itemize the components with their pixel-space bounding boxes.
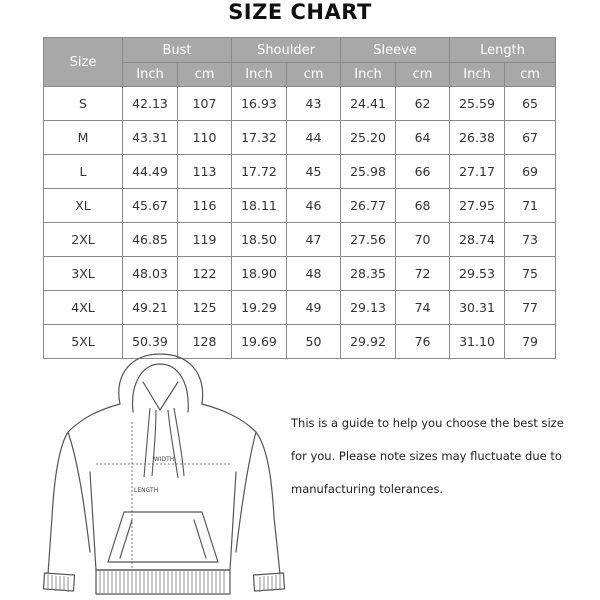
- value-cell: 25.20: [341, 121, 396, 155]
- value-cell: 29.53: [450, 257, 505, 291]
- value-cell: 48: [287, 257, 341, 291]
- value-cell: 29.92: [341, 325, 396, 359]
- value-cell: 47: [287, 223, 341, 257]
- size-cell: 5XL: [44, 325, 123, 359]
- value-cell: 69: [505, 155, 556, 189]
- hood-outline: [119, 354, 203, 404]
- value-cell: 107: [178, 87, 232, 121]
- value-cell: 31.10: [450, 325, 505, 359]
- unit-header: Inch: [123, 63, 178, 87]
- value-cell: 17.72: [232, 155, 287, 189]
- value-cell: 49.21: [123, 291, 178, 325]
- table-row: [44, 121, 556, 155]
- value-cell: 46.85: [123, 223, 178, 257]
- value-cell: 128: [178, 325, 232, 359]
- value-cell: 76: [396, 325, 450, 359]
- size-cell: M: [44, 121, 123, 155]
- value-cell: 66: [396, 155, 450, 189]
- unit-header: cm: [396, 63, 450, 87]
- value-cell: 43.31: [123, 121, 178, 155]
- value-cell: 25.98: [341, 155, 396, 189]
- table-row: [44, 257, 556, 291]
- value-cell: 50: [287, 325, 341, 359]
- width-label: WIDTH: [153, 456, 175, 463]
- table-row: [44, 291, 556, 325]
- table-row: [44, 155, 556, 189]
- unit-header: cm: [178, 63, 232, 87]
- size-cell: XL: [44, 189, 123, 223]
- value-cell: 16.93: [232, 87, 287, 121]
- value-cell: 48.03: [123, 257, 178, 291]
- value-cell: 43: [287, 87, 341, 121]
- value-cell: 26.38: [450, 121, 505, 155]
- hood-opening: [133, 364, 189, 412]
- group-header-sleeve: Sleeve: [341, 38, 450, 63]
- guide-line-2: for you. Please note sizes may fluctuate due to: [291, 449, 562, 463]
- size-cell: L: [44, 155, 123, 189]
- value-cell: 17.32: [232, 121, 287, 155]
- value-cell: 65: [505, 87, 556, 121]
- size-chart-body: [44, 87, 556, 359]
- guide-line-3: manufacturing tolerances.: [291, 482, 444, 496]
- unit-header: cm: [505, 63, 556, 87]
- value-cell: 44: [287, 121, 341, 155]
- unit-header: Inch: [450, 63, 505, 87]
- group-header-bust: Bust: [123, 38, 232, 63]
- value-cell: 75: [505, 257, 556, 291]
- value-cell: 42.13: [123, 87, 178, 121]
- kangaroo-pocket: [108, 512, 218, 562]
- value-cell: 70: [396, 223, 450, 257]
- table-row: [44, 87, 556, 121]
- value-cell: 28.74: [450, 223, 505, 257]
- value-cell: 77: [505, 291, 556, 325]
- value-cell: 71: [505, 189, 556, 223]
- size-cell: 2XL: [44, 223, 123, 257]
- value-cell: 119: [178, 223, 232, 257]
- value-cell: 27.56: [341, 223, 396, 257]
- waistband-ribs: [100, 571, 224, 593]
- group-header-length: Length: [450, 38, 556, 63]
- size-cell: 4XL: [44, 291, 123, 325]
- value-cell: 24.41: [341, 87, 396, 121]
- value-cell: 30.31: [450, 291, 505, 325]
- table-row: [44, 223, 556, 257]
- value-cell: 68: [396, 189, 450, 223]
- value-cell: 25.59: [450, 87, 505, 121]
- guide-line-1: This is a guide to help you choose the best size: [291, 416, 564, 430]
- value-cell: 45.67: [123, 189, 178, 223]
- value-cell: 64: [396, 121, 450, 155]
- size-header: Size: [44, 38, 123, 87]
- value-cell: 46: [287, 189, 341, 223]
- hoodie-diagram: [38, 352, 298, 598]
- value-cell: 79: [505, 325, 556, 359]
- unit-header: cm: [287, 63, 341, 87]
- value-cell: 28.35: [341, 257, 396, 291]
- value-cell: 26.77: [341, 189, 396, 223]
- value-cell: 74: [396, 291, 450, 325]
- size-chart-table: [43, 37, 556, 359]
- value-cell: 29.13: [341, 291, 396, 325]
- value-cell: 19.69: [232, 325, 287, 359]
- value-cell: 18.11: [232, 189, 287, 223]
- value-cell: 113: [178, 155, 232, 189]
- value-cell: 116: [178, 189, 232, 223]
- drawstring-right-2: [174, 408, 184, 476]
- page-title: SIZE CHART: [228, 0, 372, 24]
- value-cell: 122: [178, 257, 232, 291]
- unit-header: Inch: [341, 63, 396, 87]
- value-cell: 62: [396, 87, 450, 121]
- length-label: LENGTH: [134, 487, 159, 494]
- header-group-row: [44, 38, 556, 63]
- value-cell: 50.39: [123, 325, 178, 359]
- value-cell: 110: [178, 121, 232, 155]
- size-cell: S: [44, 87, 123, 121]
- value-cell: 72: [396, 257, 450, 291]
- value-cell: 18.90: [232, 257, 287, 291]
- value-cell: 44.49: [123, 155, 178, 189]
- value-cell: 73: [505, 223, 556, 257]
- group-header-shoulder: Shoulder: [232, 38, 341, 63]
- value-cell: 49: [287, 291, 341, 325]
- value-cell: 19.29: [232, 291, 287, 325]
- table-row: [44, 189, 556, 223]
- value-cell: 27.95: [450, 189, 505, 223]
- value-cell: 18.50: [232, 223, 287, 257]
- value-cell: 27.17: [450, 155, 505, 189]
- value-cell: 125: [178, 291, 232, 325]
- body-outline-left: [48, 404, 120, 574]
- size-cell: 3XL: [44, 257, 123, 291]
- drawstring-left: [144, 408, 150, 477]
- unit-header: Inch: [232, 63, 287, 87]
- value-cell: 67: [505, 121, 556, 155]
- drawstring-left-2: [152, 410, 156, 476]
- value-cell: 45: [287, 155, 341, 189]
